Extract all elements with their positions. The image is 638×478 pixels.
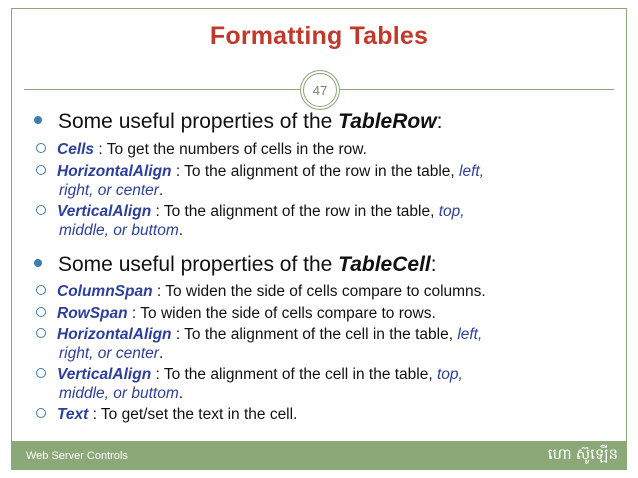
sub-item-verticalalign-row: VerticalAlign : To the alignment of the row in the table, top, [36, 203, 465, 221]
ring-bullet-icon [36, 285, 46, 295]
bullet-tablerow: Some useful properties of the TableRow: [34, 110, 442, 134]
slide-title: Formatting Tables [209, 22, 429, 50]
page-number-badge: 47 [303, 73, 337, 107]
object-name: TableCell [338, 253, 431, 276]
object-name: TableRow [338, 110, 437, 133]
footer-course-title: Web Server Controls [26, 450, 128, 462]
ring-bullet-icon [36, 205, 46, 215]
sub-item-rowspan: RowSpan : To widen the side of cells compare to rows. [36, 305, 436, 323]
sub-item-horizontalalign-row-cont: right, or center. [59, 182, 164, 199]
sub-item-horizontalalign-cell-cont: right, or center. [59, 345, 164, 362]
ring-bullet-icon [36, 408, 46, 418]
sub-item-horizontalalign-row: HorizontalAlign : To the alignment of the row in the table, left, [36, 163, 484, 181]
sub-item-text: Text : To get/set the text in the cell. [36, 406, 297, 424]
bullet-icon [34, 259, 42, 267]
sub-item-horizontalalign-cell: HorizontalAlign : To the alignment of the cell in the table, left, [36, 326, 482, 344]
sub-item-verticalalign-row-cont: middle, or buttom. [59, 222, 184, 239]
ring-bullet-icon [36, 165, 46, 175]
sub-item-columnspan: ColumnSpan : To widen the side of cells compare to columns. [36, 283, 486, 301]
ring-bullet-icon [36, 368, 46, 378]
bullet-tablecell: Some useful properties of the TableCell: [34, 253, 437, 277]
sub-item-cells: Cells : To get the numbers of cells in the row. [36, 141, 367, 159]
bullet-icon [34, 116, 42, 124]
ring-bullet-icon [36, 143, 46, 153]
sub-item-verticalalign-cell-cont: middle, or buttom. [59, 385, 184, 402]
sub-item-verticalalign-cell: VerticalAlign : To the alignment of the cell in the table, top, [36, 366, 463, 384]
footer-author-name: ហោ ស៊ូឡើន [547, 446, 618, 463]
ring-bullet-icon [36, 307, 46, 317]
ring-bullet-icon [36, 328, 46, 338]
